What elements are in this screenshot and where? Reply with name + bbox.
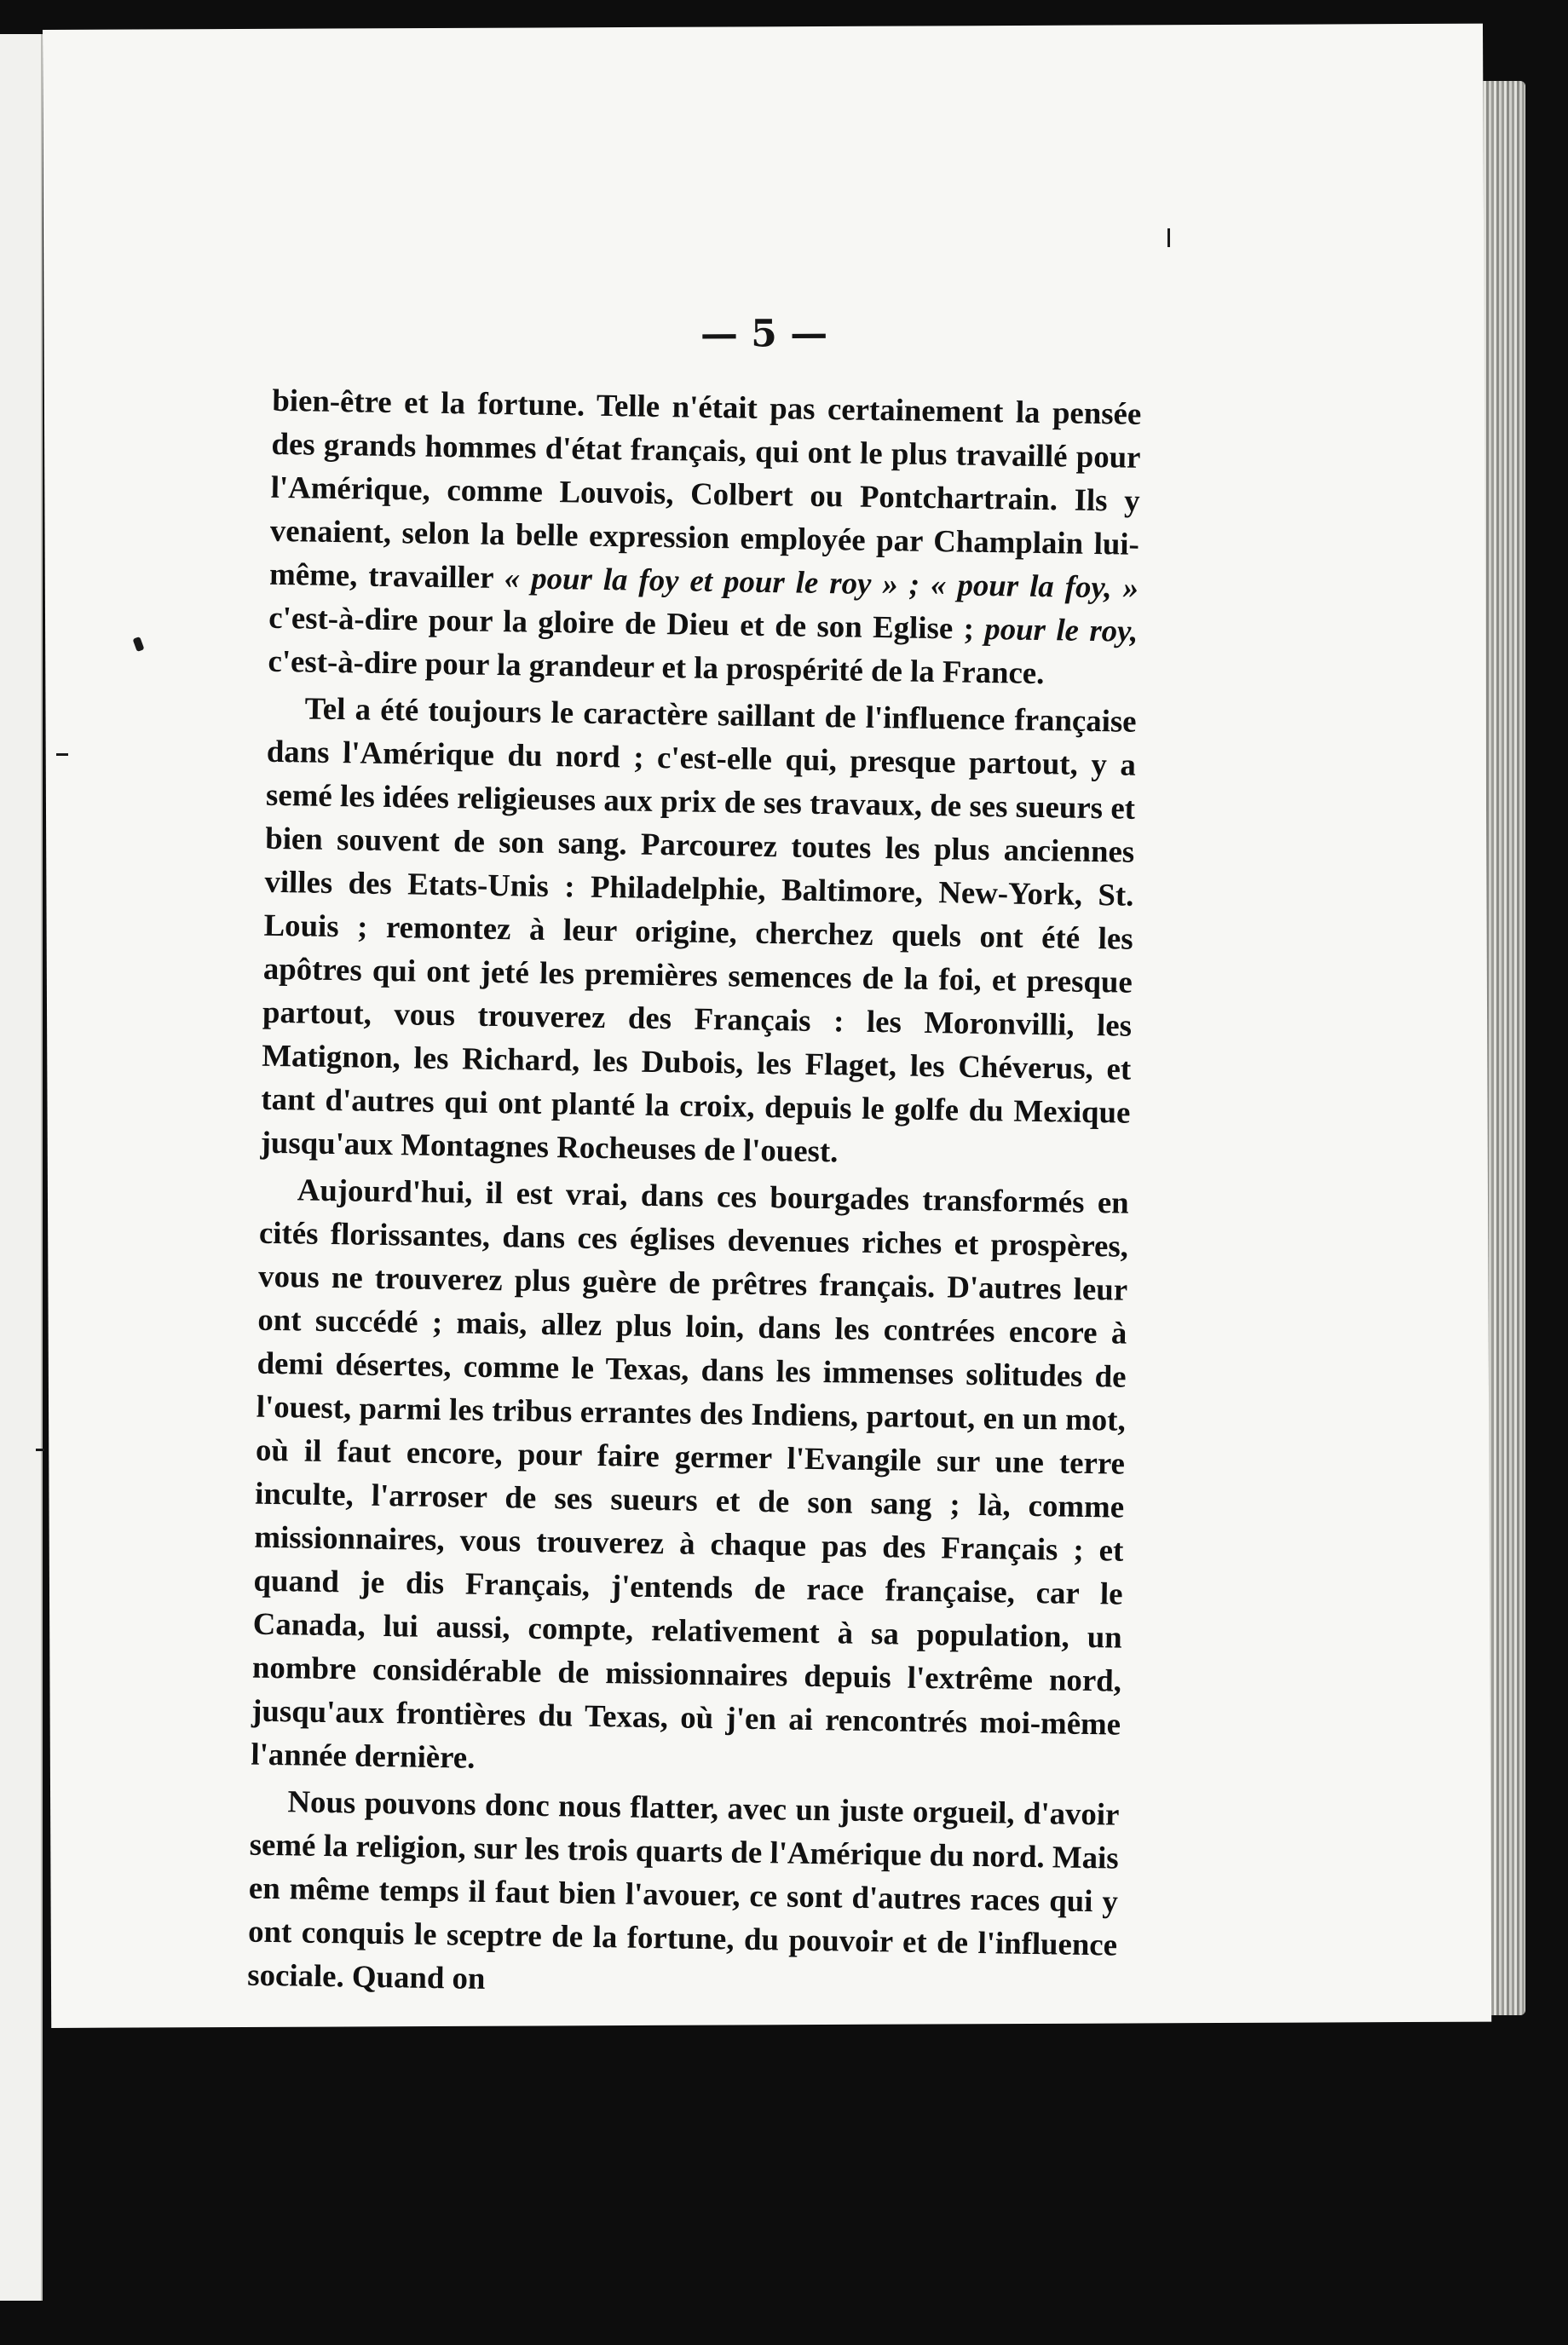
italic-run: pour le roy, — [984, 610, 1139, 648]
text-run: c'est-à-dire pour la gloire de Dieu et de son Eglise ; — [268, 599, 985, 646]
margin-mark — [56, 753, 68, 756]
text-run: bien-être et la fortune. Telle n'était pas certainement la pensée des grands hommes d'état français, qui ont le plus travaillé pour l'Amérique, comme Louvois, Colbert ou Pontchartrain. Ils y venaient, selon la belle expression employée par Champlain lui-même, travailler — [268, 382, 1142, 596]
italic-run: « pour la foy et pour le roy » ; « pour la foy, » — [504, 560, 1139, 605]
body-text — [247, 378, 1142, 2010]
text-run: Tel a été toujours le caractère saillant de l'influence française dans l'Amérique du nord ; c'est-elle qui, presque partout, y a semé les idées religieuses aux prix de ses travaux, de ses sueurs et bien souvent de son sang. Parcourez toutes les plus anciennes villes des Etats-Unis : Philadelphie, Baltimore, New-York, St. Louis ; remontez à leur origine, cherchez quels ont été les apôtres qui ont jeté les premières semences de la foi, et presque partout, vous trouverez des Français : les Moronvilli, les Matignon, les Richard, les Dubois, les Flaget, les Chéverus, et tant d'autres qui ont planté la croix, depuis le golfe du Mexique jusqu'aux Montagnes Rocheuses de l'ouest. — [260, 690, 1137, 1169]
margin-mark — [1167, 228, 1170, 247]
paragraph — [260, 686, 1137, 1178]
text-run: Aujourd'hui, il est vrai, dans ces bourgades transformés en cités florissantes, dans ces églises devenues riches et prospères, vous ne trouverez plus guère de prêtres français. D'autres leur ont succédé ; mais, allez plus loin, dans les contrées encore à demi désertes, comme le Texas, dans les immenses solitudes de l'ouest, parmi les tribus errantes des Indiens, partout, en un mot, où il faut encore, pour faire germer l'Evangile sur une terre inculte, l'arroser de ses sueurs et de son sang ; là, comme missionnaires, vous trouverez à chaque pas des Français ; et quand je dis Français, j'entends de race française, car le Canada, lui aussi, compte, relativement à sa population, un nombre considérable de missionnaires depuis l'extrême nord, jusqu'aux frontières du Texas, où j'en ai rencontrés moi-même l'année dernière. — [251, 1172, 1130, 1775]
text-run: c'est-à-dire pour la grandeur et la prospérité de la France. — [268, 642, 1045, 691]
previous-page-edge — [0, 34, 43, 2301]
book-page — [43, 24, 1491, 2028]
page-number: — 5 — — [700, 311, 828, 356]
margin-mark — [36, 1449, 44, 1451]
paragraph — [251, 1167, 1129, 1789]
paragraph — [268, 378, 1141, 696]
text-run: Nous pouvons donc nous flatter, avec un juste orgueil, d'avoir semé la religion, sur les trois quarts de l'Amérique du nord. Mais en même temps il faut bien l'avouer, ce sont d'autres races qui y ont conquis le sceptre de la fortune, du pouvoir et de l'influence sociale. Quand on — [247, 1783, 1120, 1996]
paragraph — [247, 1779, 1120, 2010]
